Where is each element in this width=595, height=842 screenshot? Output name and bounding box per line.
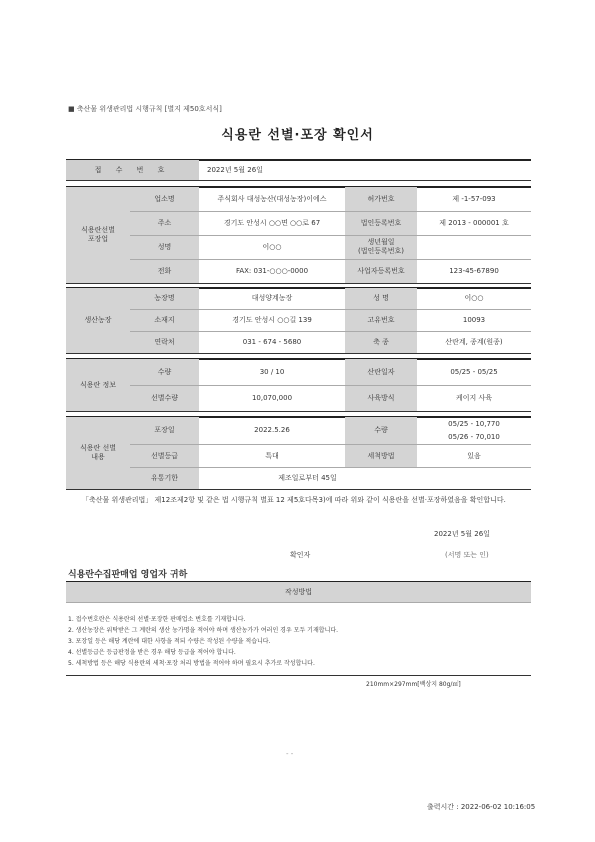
row-divider (130, 385, 531, 386)
row-divider (130, 235, 531, 236)
farm-section-label: 생산농장 (66, 288, 130, 353)
note-item: 2. 생산농장은 위탁받은 그 계란의 생산 농가명을 적어야 하며 생산농가가 여러인 경우 모두 기재합니다. (68, 627, 339, 634)
farm-bottom-border (66, 353, 531, 354)
sorting-bottom-border (66, 411, 531, 412)
notes-header: 작성방법 (66, 582, 531, 602)
packing-section-label: 식용란 선별 내용 (66, 417, 130, 489)
business-name-label: 업소명 (130, 187, 199, 211)
recipient-label: 식용란수집판매업 영업자 귀하 (68, 570, 188, 580)
sorting-laying-label: 산란일자 (345, 359, 417, 385)
sorting-weight-value: 10,070,000 (251, 394, 293, 402)
notes-list (68, 614, 528, 669)
farm-kind-label: 축 종 (345, 332, 417, 353)
sorting-weight-label: 선별수량 (130, 386, 199, 411)
packing-grade-label: 선별등급 (130, 445, 199, 467)
note-item: 5. 세척방법 등은 해당 식용란의 세척·포장 처리 방법을 적어야 하며 필요시 추가로 작성합니다. (68, 660, 315, 667)
confirmer-label: 확인자 (290, 551, 311, 559)
business-birth-value (417, 235, 531, 259)
statement-date: 2022년 5월 26일 (434, 530, 490, 538)
packing-insp-value: 있음 (467, 451, 481, 460)
business-regno-label: 허가번호 (345, 187, 417, 211)
packing-qty-label: 수량 (345, 417, 417, 444)
sorting-method-value: 케이지 사육 (455, 394, 493, 402)
row-divider (130, 211, 531, 212)
sorting-section-label: 식용란 정보 (66, 359, 130, 411)
page-mark: - - (286, 750, 294, 758)
farm-phone-label: 연락처 (130, 332, 199, 353)
business-rep-label: 성명 (130, 235, 199, 259)
note-item: 1. 접수번호란은 식용란의 선별·포장한 판매업소 번호를 기재합니다. (68, 616, 246, 623)
row-divider (130, 309, 531, 310)
packing-qty-value-1: 05/25 - 10,770 (448, 419, 500, 428)
farm-reg-label: 고유번호 (345, 310, 417, 331)
business-birth-label: 생년월일 (법인등록번호) (345, 235, 417, 259)
statement-text: 「축산물 위생관리법」 제12조제2항 및 같은 법 시행규칙 별표 12 제5호다목3)에 따라 위와 같이 식용란을 선별·포장하였음을 확인합니다. (82, 496, 506, 504)
farm-name-label: 농장명 (130, 288, 199, 309)
notes-header-border (66, 602, 531, 603)
sorting-method-label: 사육방식 (345, 386, 417, 411)
form-number: ■ 축산물 위생관리법 시행규칙 [별지 제50호서식] (68, 105, 222, 113)
packing-date-label: 포장일 (130, 417, 199, 444)
business-cert-label: 사업자등록번호 (345, 259, 417, 283)
farm-owner-label: 성 명 (345, 288, 417, 309)
sorting-qty-value: 30 / 10 (259, 367, 285, 376)
packing-date-value: 2022.5.26 (254, 426, 290, 434)
packing-dest-value: 제조일로부터 45일 (278, 474, 337, 482)
note-item: 3. 포장일 등은 해당 계란에 대한 사항을 적되 수량은 작성된 수량을 적습니다. (68, 638, 271, 645)
sorting-laying-value: 05/25 - 05/25 (450, 367, 498, 376)
farm-addr-value: 경기도 안성시 ○○길 139 (232, 316, 312, 324)
business-bizno-value: 제 2013 - 000001 호 (439, 218, 509, 227)
business-phone-label: 전화 (130, 259, 199, 283)
business-rep-value: 이○○ (262, 242, 282, 251)
receipt-label: 접 수 번 호 (66, 160, 199, 180)
farm-kind-value: 산란계, 종계(원종) (445, 338, 503, 346)
note-item: 4. 선별등급은 등급판정을 받은 경우 해당 등급을 적어야 합니다. (68, 649, 236, 656)
business-bottom-border (66, 283, 531, 284)
packing-dest-label: 유통기한 (130, 468, 199, 489)
receipt-value: 2022년 5월 26일 (207, 165, 263, 174)
business-addr-label: 주소 (130, 211, 199, 235)
farm-addr-label: 소재지 (130, 310, 199, 331)
business-addr-value: 경기도 안성시 ○○면 ○○로 67 (223, 218, 321, 227)
notes-bottom-border (66, 675, 531, 676)
business-bizno-label: 법인등록번호 (345, 211, 417, 235)
farm-reg-value: 10093 (462, 316, 486, 324)
row-divider (130, 444, 531, 445)
paper-spec: 210mm×297mm[백상지 80g/㎡] (366, 681, 461, 688)
receipt-bottom-border (66, 180, 531, 181)
print-time: 출력시간 : 2022-06-02 10:16:05 (427, 803, 536, 811)
business-name-value: 주식회사 대성농산(대성농장)이에스 (217, 194, 327, 203)
packing-bottom-border (66, 489, 531, 490)
document-title: 식용란 선별·포장 확인서 (221, 128, 374, 143)
packing-insp-label: 세척방법 (345, 445, 417, 467)
business-section-label: 식용란선별 포장업 (66, 187, 130, 283)
business-phone-value: FAX: 031-○○○-0000 (235, 266, 309, 275)
sorting-qty-label: 수량 (130, 359, 199, 385)
business-regno-value: 제 -1-57-093 (452, 194, 496, 203)
confirmer-signature: (서명 또는 인) (445, 551, 489, 559)
row-divider (130, 259, 531, 260)
packing-grade-value: 특대 (265, 451, 279, 460)
packing-qty-value-2: 05/26 - 70,010 (448, 432, 500, 441)
farm-name-value: 대성양계농장 (251, 294, 293, 302)
farm-owner-value: 이○○ (464, 294, 484, 302)
business-cert-value: 123-45-67890 (449, 266, 499, 275)
farm-phone-value: 031 - 674 - 5680 (242, 338, 302, 346)
row-divider (130, 467, 531, 468)
row-divider (130, 331, 531, 332)
